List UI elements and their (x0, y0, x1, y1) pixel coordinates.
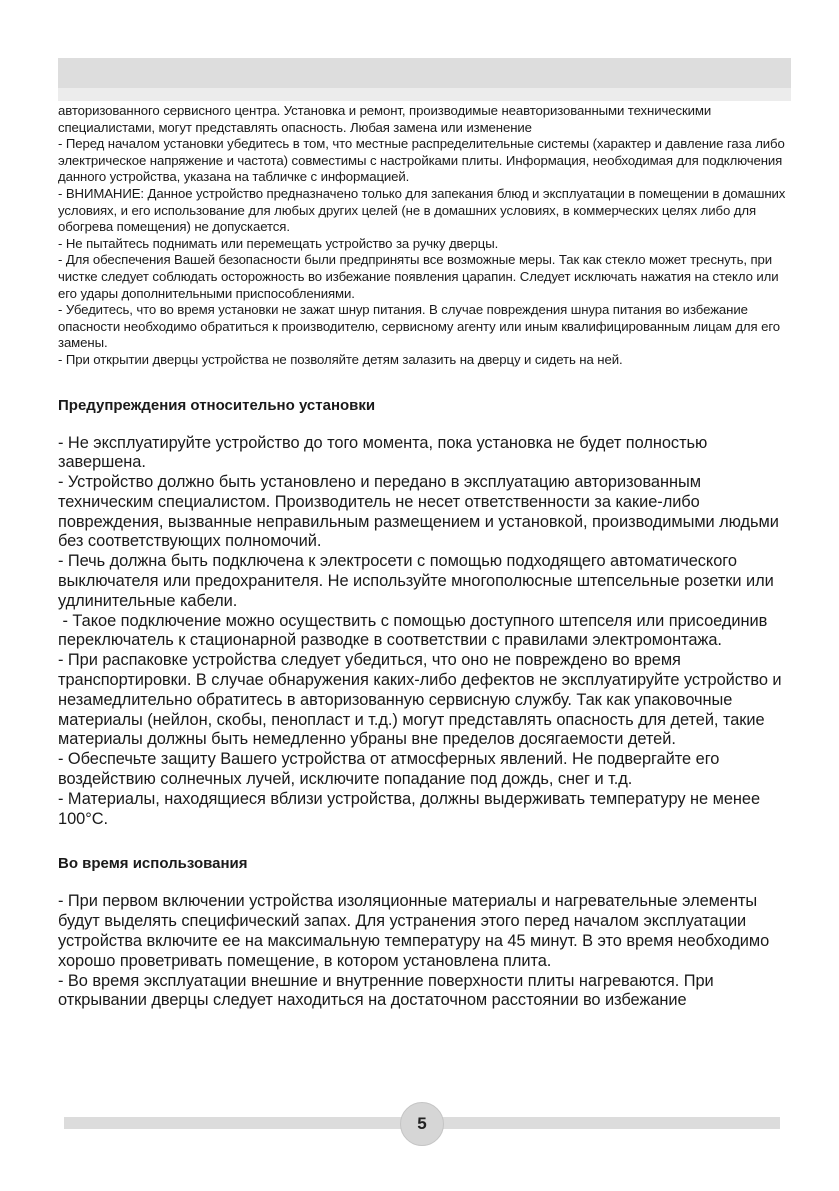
paragraph: - Такое подключение можно осуществить с помощью доступного штепселя или присоединив переключатель к стационарной разводке в соответствии с правилами электромонтажа. (58, 611, 772, 650)
page-content (58, 103, 794, 1011)
paragraph: авторизованного сервисного центра. Установка и ремонт, производимые неавторизованными техническими специалистами, могут представлять опасность. Любая замена или изменение (58, 103, 712, 135)
page-number: 5 (417, 1114, 427, 1133)
use-heading: Во время использования (58, 855, 248, 873)
paragraph: - Убедитесь, что во время установки не зажат шнур питания. В случае повреждения шнура питания во избежание опасности необходимо обратиться к производителю, сервисному агенту или иным квалифицированным лицам для его замены. (58, 302, 781, 351)
paragraph: - Материалы, находящиеся вблизи устройства, должны выдерживать температуру не менее 100°C. (58, 789, 761, 828)
paragraph: - При открытии дверцы устройства не позволяйте детям залазить на дверцу и сидеть на ней. (58, 351, 623, 367)
header-bar (58, 58, 791, 88)
safety-notes (58, 103, 794, 369)
paragraph: - Во время эксплуатации внешние и внутренние поверхности плиты нагреваются. При открывании дверцы следует находиться на достаточном расстоянии во избежание (58, 971, 714, 1010)
paragraph: - Устройство должно быть установлено и передано в эксплуатацию авторизованным техническим специалистом. Производитель не несет ответственности за какие-либо повреждения, вызванные неправильным размещением и установкой, производимыми людьми без соответствующих полномочий. (58, 473, 779, 551)
paragraph: - При распаковке устройства следует убедиться, что оно не повреждено во время транспортировки. В случае обнаружения каких-либо дефектов не эксплуатируйте устройство и незамедлительно обратитесь в авторизованную сервисную службу. Так как упаковочные материалы (нейлон, скобы, пенопласт и т.д.) могут представлять опасность для детей, такие материалы должны быть немедленно убраны вне пределов досягаемости детей. (58, 651, 782, 749)
paragraph: - Для обеспечения Вашей безопасности были предприняты все возможные меры. Так как стекло может треснуть, при чистке следует соблюдать осторожность во избежание появления царапин. Следует исключать нажатия на стекло или его удары дополнительными приспособлениями. (58, 252, 779, 301)
paragraph: - При первом включении устройства изоляционные материалы и нагревательные элементы будут выделять специфический запах. Для устранения этого перед началом эксплуатации устройства включите ее на максимальную температуру на 45 минут. В это время необходимо хорошо проветривать помещение, в котором установлена плита. (58, 892, 770, 970)
paragraph: - ВНИМАНИЕ: Данное устройство предназначено только для запекания блюд и эксплуатации в помещении в домашних условиях, и его использование для любых других целей (не в домашних условиях, в коммерческих целях либо для обогрева помещения) не допускается. (58, 185, 786, 235)
paragraph: - Не эксплуатируйте устройство до того момента, пока установка не будет полностью завершена. (58, 433, 708, 472)
page-number-badge (400, 1102, 444, 1146)
install-heading: Предупреждения относительно установки (58, 396, 376, 414)
install-section (58, 434, 794, 830)
paragraph: - Перед началом установки убедитесь в том, что местные распределительные системы (характер и давление газа либо электрическое напряжение и частота) совместимы с настройками плиты. Информация, необходимая для подключения данного устройства, указана на табличке с информацией. (58, 136, 785, 185)
header-strip (58, 88, 791, 101)
paragraph: - Не пытайтесь поднимать или перемещать устройство за ручку дверцы. (58, 235, 499, 251)
paragraph: - Печь должна быть подключена к электросети с помощью подходящего автоматического выключателя или предохранителя. Не используйте многополюсные штепсельные розетки или удлинительные кабели. (58, 552, 774, 610)
use-section (58, 892, 794, 1011)
paragraph: - Обеспечьте защиту Вашего устройства от атмосферных явлений. Не подвергайте его воздействию солнечных лучей, исключите попадание под дождь, снег и т.д. (58, 750, 720, 789)
